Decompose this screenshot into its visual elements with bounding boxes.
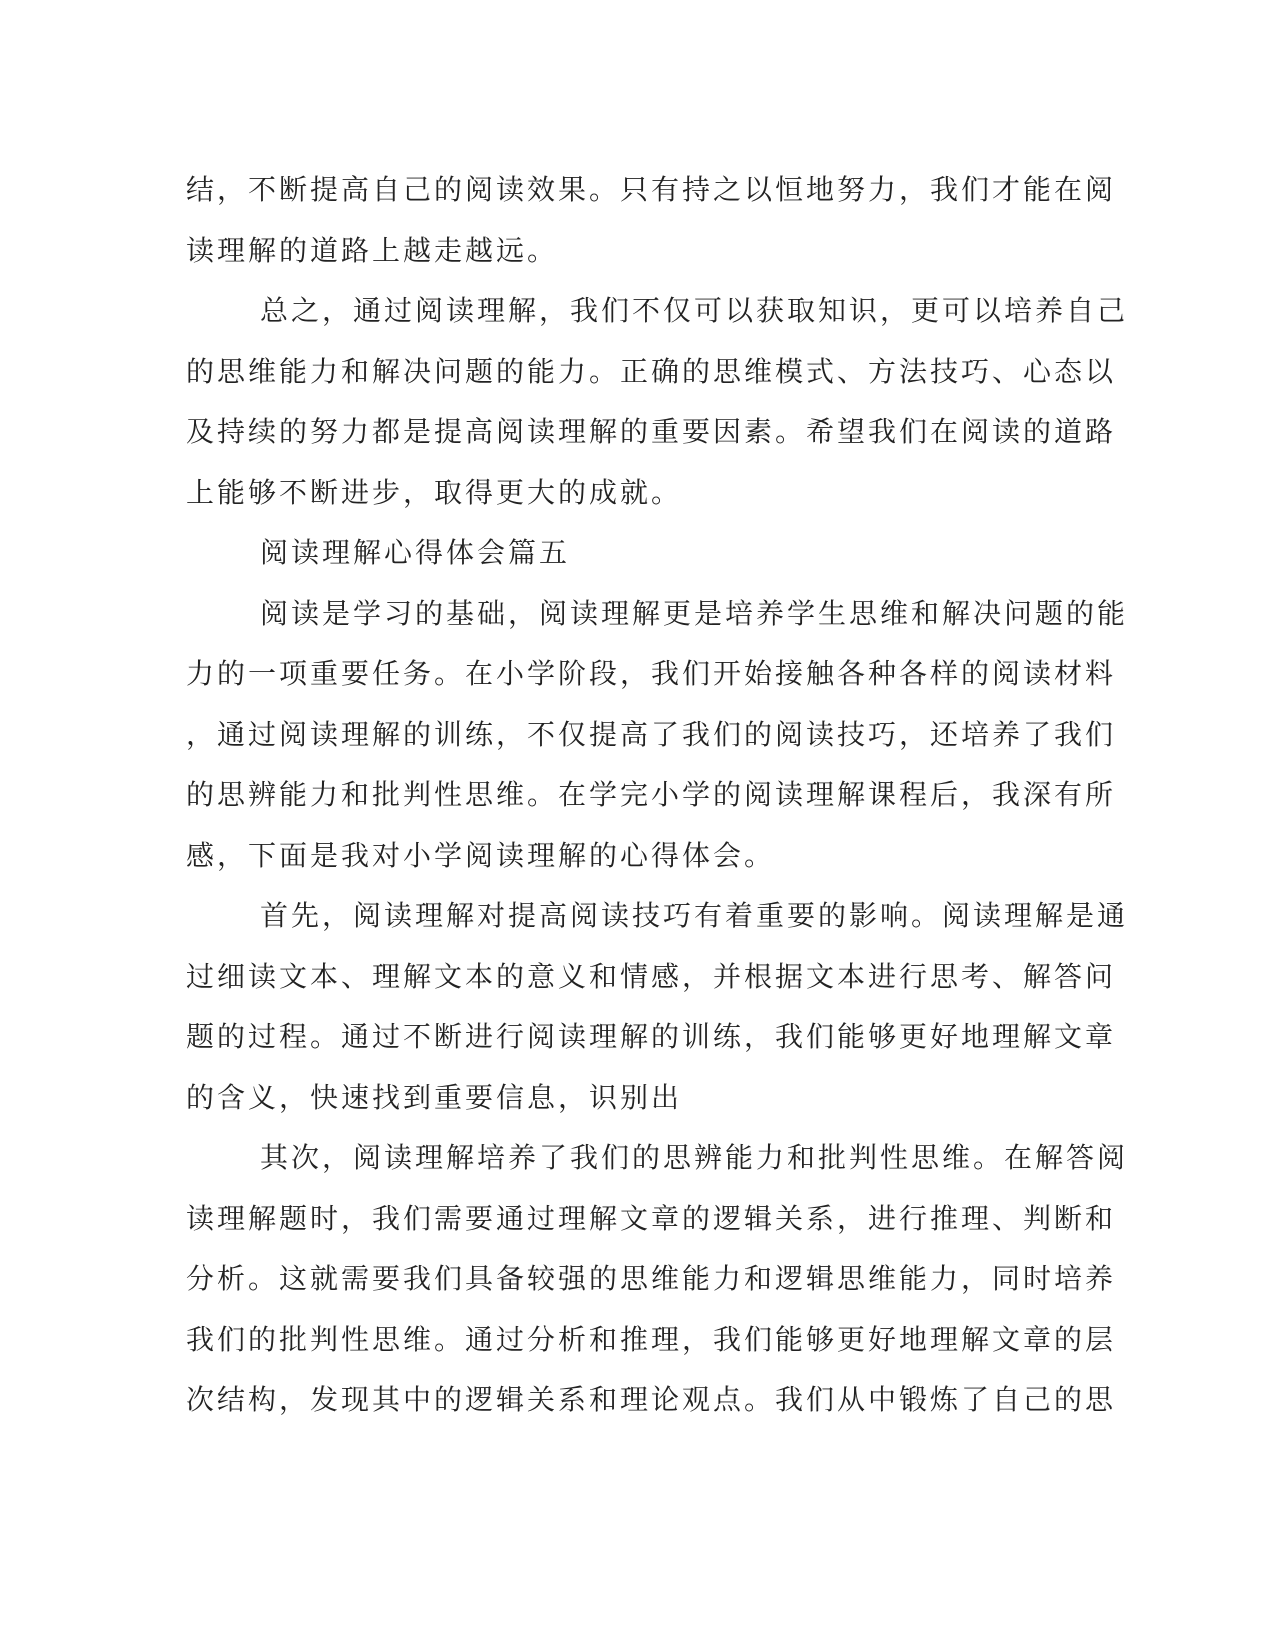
text-line: 的思辨能力和批判性思维。在学完小学的阅读理解课程后，我深有所: [186, 778, 1117, 811]
text-line: 过细读文本、理解文本的意义和情感，并根据文本进行思考、解答问: [186, 959, 1117, 993]
text-line: 力的一项重要任务。在小学阶段，我们开始接触各种各样的阅读材料: [186, 657, 1117, 690]
text-line: 分析。这就需要我们具备较强的思维能力和逻辑思维能力，同时培养: [186, 1262, 1117, 1295]
text-line: 及持续的努力都是提高阅读理解的重要因素。希望我们在阅读的道路: [186, 415, 1117, 448]
text-line: 的含义，快速找到重要信息，识别出: [186, 1080, 683, 1114]
text-line: 我们的批判性思维。通过分析和推理，我们能够更好地理解文章的层: [186, 1322, 1117, 1356]
text-line: 上能够不断进步，取得更大的成就。: [186, 475, 683, 509]
text-line: 题的过程。通过不断进行阅读理解的训练，我们能够更好地理解文章: [186, 1020, 1117, 1053]
paragraph-first-line: 首先，阅读理解对提高阅读技巧有着重要的影响。阅读理解是通: [260, 899, 1129, 932]
text-line: 读理解题时，我们需要通过理解文章的逻辑关系，进行推理、判断和: [186, 1201, 1117, 1235]
document-body: [186, 160, 1129, 1431]
text-line: ，通过阅读理解的训练，不仅提高了我们的阅读技巧，还培养了我们: [186, 717, 1117, 751]
text-line: 次结构，发现其中的逻辑关系和理论观点。我们从中锻炼了自己的思: [186, 1383, 1117, 1416]
paragraph-first-line: 阅读理解心得体会篇五: [260, 536, 571, 569]
text-line: 的思维能力和解决问题的能力。正确的思维模式、方法技巧、心态以: [186, 354, 1117, 388]
paragraph-first-line: 其次，阅读理解培养了我们的思辨能力和批判性思维。在解答阅: [260, 1141, 1129, 1174]
paragraph-first-line: 阅读是学习的基础，阅读理解更是培养学生思维和解决问题的能: [260, 596, 1129, 630]
text-line: 结，不断提高自己的阅读效果。只有持之以恒地努力，我们才能在阅: [186, 173, 1117, 206]
text-line: 感，下面是我对小学阅读理解的心得体会。: [186, 838, 776, 872]
paragraph-first-line: 总之，通过阅读理解，我们不仅可以获取知识，更可以培养自己: [260, 294, 1129, 327]
text-line: 读理解的道路上越走越远。: [186, 233, 559, 267]
